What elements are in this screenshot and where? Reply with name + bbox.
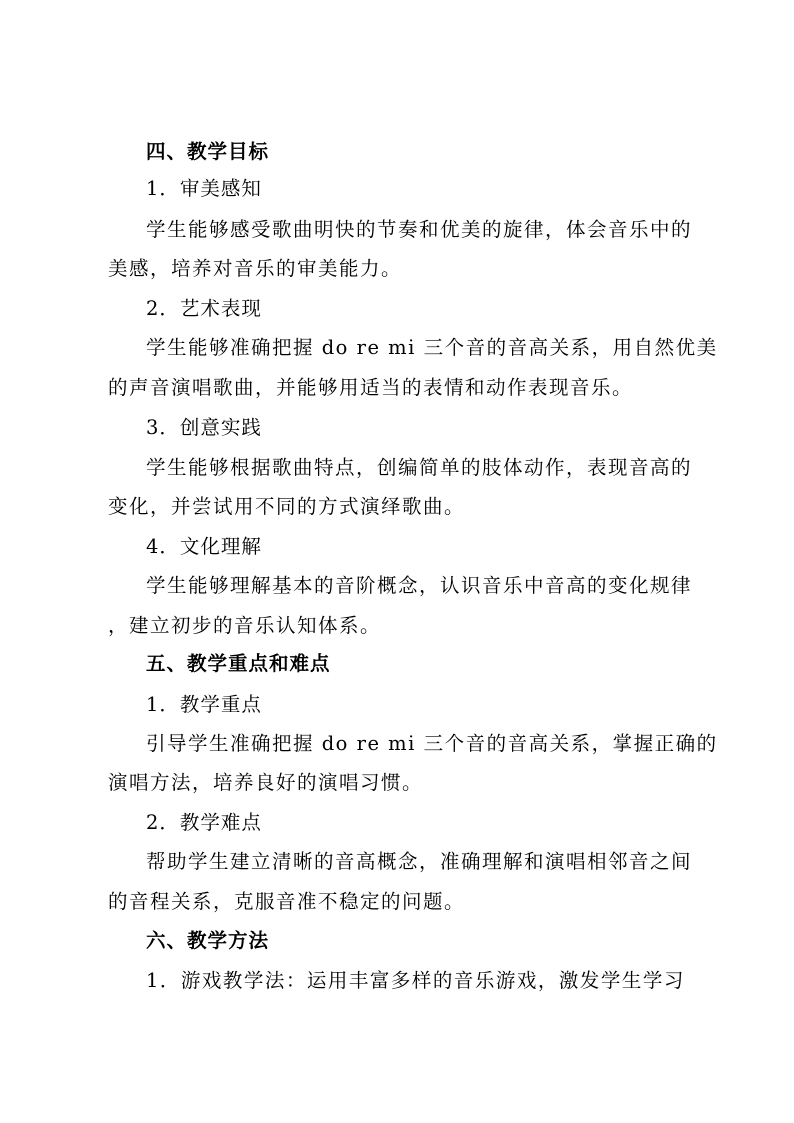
item-title-creative: 3．创意实践 (146, 416, 262, 439)
item-title-culture: 4．文化理解 (146, 535, 262, 558)
paragraph-line: 的声音演唱歌曲，并能够用适当的表情和动作表现音乐。 (108, 376, 634, 399)
paragraph-line: 帮助学生建立清晰的音高概念，准确理解和演唱相邻音之间 (146, 850, 693, 873)
paragraph-line: 1．游戏教学法：运用丰富多样的音乐游戏，激发学生学习 (146, 969, 685, 992)
paragraph-line: 学生能够理解基本的音阶概念，认识音乐中音高的变化规律 (146, 574, 693, 597)
paragraph-line: 的音程关系，克服音准不稳定的问题。 (108, 890, 466, 913)
paragraph-line: 变化，并尝试用不同的方式演绎歌曲。 (108, 495, 466, 518)
paragraph-line: 学生能够根据歌曲特点，创编简单的肢体动作，表现音高的 (146, 456, 693, 479)
item-title-aesthetic: 1．审美感知 (146, 177, 262, 200)
section-heading-objectives: 四、教学目标 (146, 140, 270, 163)
paragraph-line: 学生能够准确把握 do re mi 三个音的音高关系，用自然优美 (146, 336, 718, 359)
item-title-difficulty: 2．教学难点 (146, 811, 262, 834)
paragraph-line: ，建立初步的音乐认知体系。 (108, 614, 382, 637)
paragraph-line: 美感，培养对音乐的审美能力。 (108, 257, 403, 280)
section-heading-methods: 六、教学方法 (146, 929, 270, 952)
item-title-key-point: 1．教学重点 (146, 693, 262, 716)
paragraph-line: 引导学生准确把握 do re mi 三个音的音高关系，掌握正确的 (146, 732, 718, 755)
paragraph-line: 演唱方法，培养良好的演唱习惯。 (108, 771, 424, 794)
paragraph-line: 学生能够感受歌曲明快的节奏和优美的旋律，体会音乐中的 (146, 218, 693, 241)
section-heading-key-points: 五、教学重点和难点 (146, 652, 331, 675)
item-title-expression: 2．艺术表现 (146, 297, 262, 320)
